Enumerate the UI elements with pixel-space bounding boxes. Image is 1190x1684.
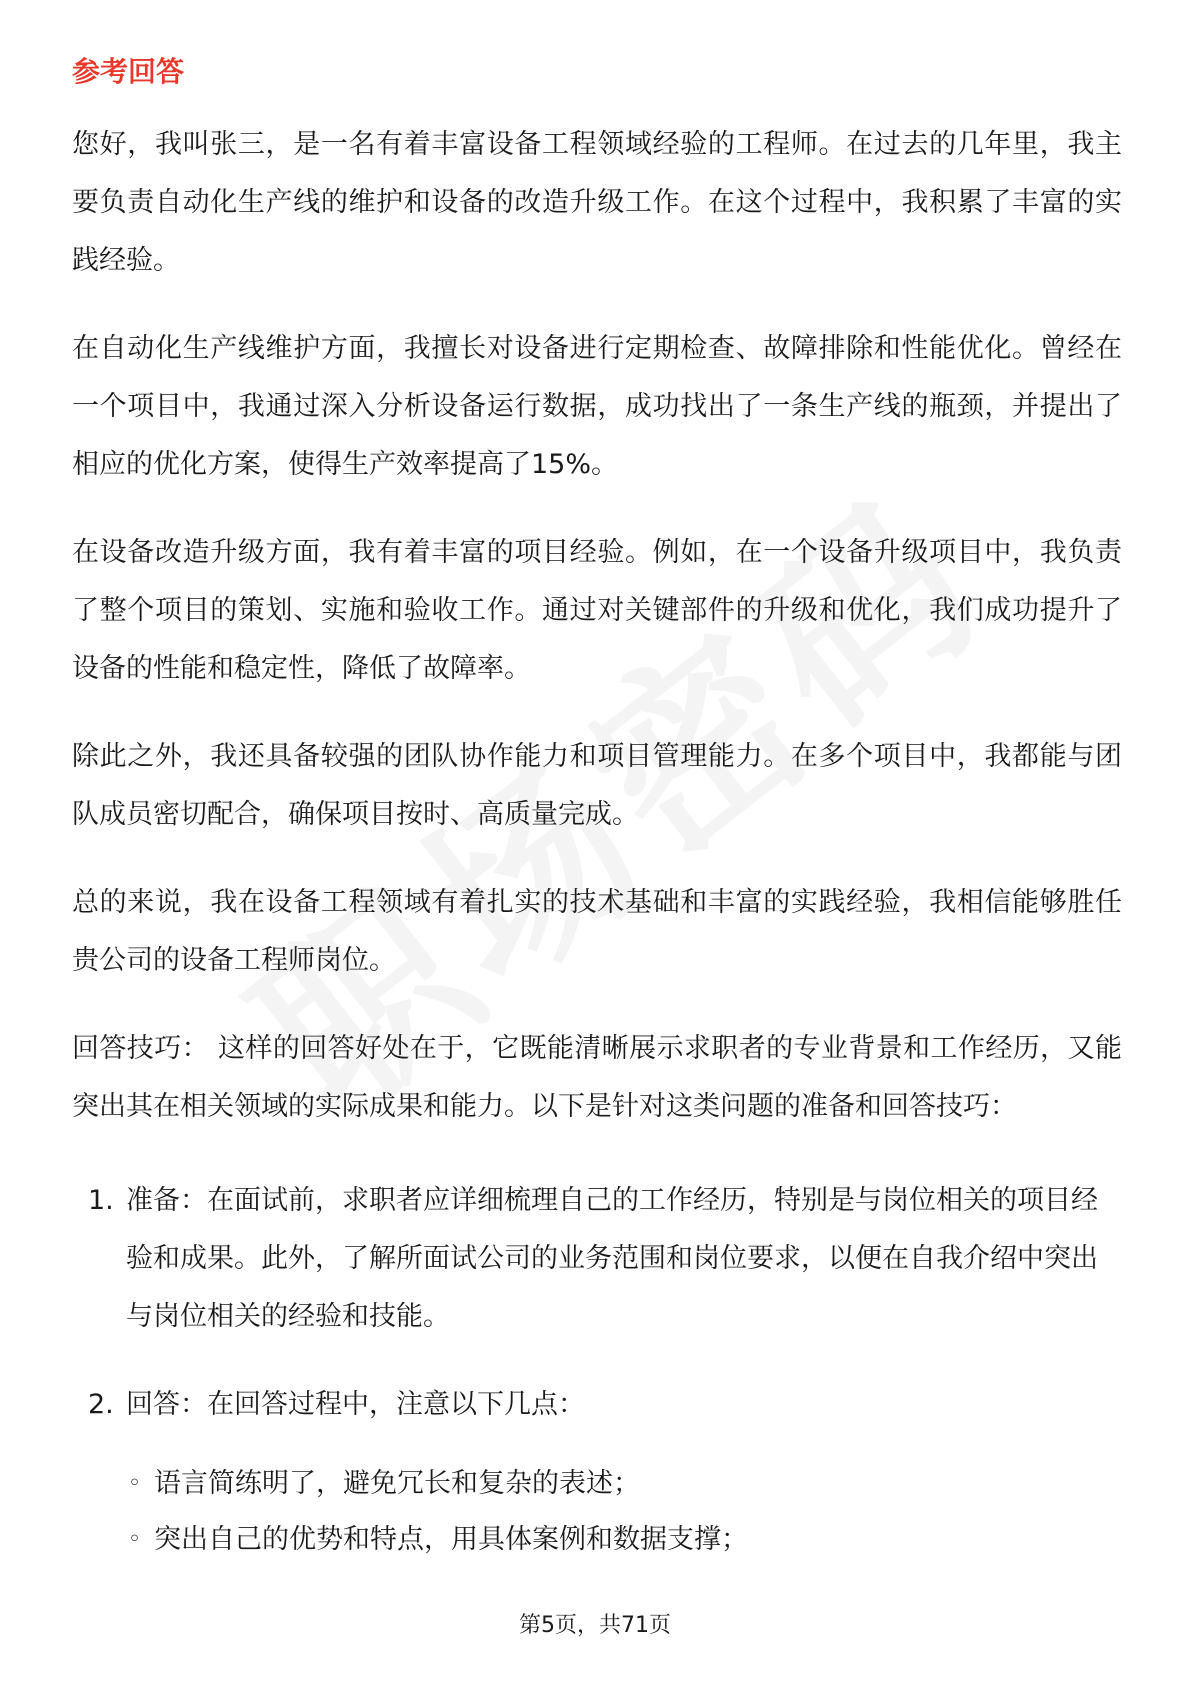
list-number: 2. [88, 1389, 114, 1420]
sub-list-item-text: 突出自己的优势和特点，用具体案例和数据支撑； [154, 1524, 748, 1555]
bullet-icon: ◦ [128, 1471, 141, 1496]
section-title: 参考回答 [72, 55, 185, 88]
list-item [72, 1376, 1122, 1568]
sub-list-item [126, 1512, 1122, 1568]
paragraph: 您好，我叫张三，是一名有着丰富设备工程领域经验的工程师。在过去的几年里，我主要负责自动化生产线的维护和设备的改造升级工作。在这个过程中，我积累了丰富的实践经验。 [72, 129, 1122, 276]
answer-tip: 回答技巧： 这样的回答好处在于，它既能清晰展示求职者的专业背景和工作经历，又能突出其在相关领域的实际成果和能力。以下是针对这类问题的准备和回答技巧： [72, 1033, 1122, 1122]
paragraph: 在自动化生产线维护方面，我擅长对设备进行定期检查、故障排除和性能优化。曾经在一个项目中，我通过深入分析设备运行数据，成功找出了一条生产线的瓶颈，并提出了相应的优化方案，使得生产效率提高了15%。 [72, 333, 1122, 480]
bullet-icon: ◦ [128, 1527, 141, 1552]
sub-list-item [126, 1456, 1122, 1512]
paragraph: 除此之外，我还具备较强的团队协作能力和项目管理能力。在多个项目中，我都能与团队成员密切配合，确保项目按时、高质量完成。 [72, 741, 1122, 830]
steps-list [72, 1172, 1122, 1568]
list-number: 1. [88, 1185, 114, 1216]
sub-list [126, 1456, 1122, 1568]
paragraph: 总的来说，我在设备工程领域有着扎实的技术基础和丰富的实践经验，我相信能够胜任贵公司的设备工程师岗位。 [72, 887, 1122, 976]
page-number: 第5页，共71页 [519, 1613, 671, 1638]
paragraph: 在设备改造升级方面，我有着丰富的项目经验。例如，在一个设备升级项目中，我负责了整个项目的策划、实施和验收工作。通过对关键部件的升级和优化，我们成功提升了设备的性能和稳定性，降低了故障率。 [72, 537, 1122, 684]
list-item-text: 回答：在回答过程中，注意以下几点： [126, 1389, 585, 1420]
list-item [72, 1172, 1122, 1346]
answer-content [72, 116, 1122, 1598]
sub-list-item-text: 语言简练明了，避免冗长和复杂的表述； [154, 1468, 640, 1499]
list-item-text: 准备：在面试前，求职者应详细梳理自己的工作经历，特别是与岗位相关的项目经验和成果。此外，了解所面试公司的业务范围和岗位要求，以便在自我介绍中突出与岗位相关的经验和技能。 [126, 1185, 1098, 1332]
